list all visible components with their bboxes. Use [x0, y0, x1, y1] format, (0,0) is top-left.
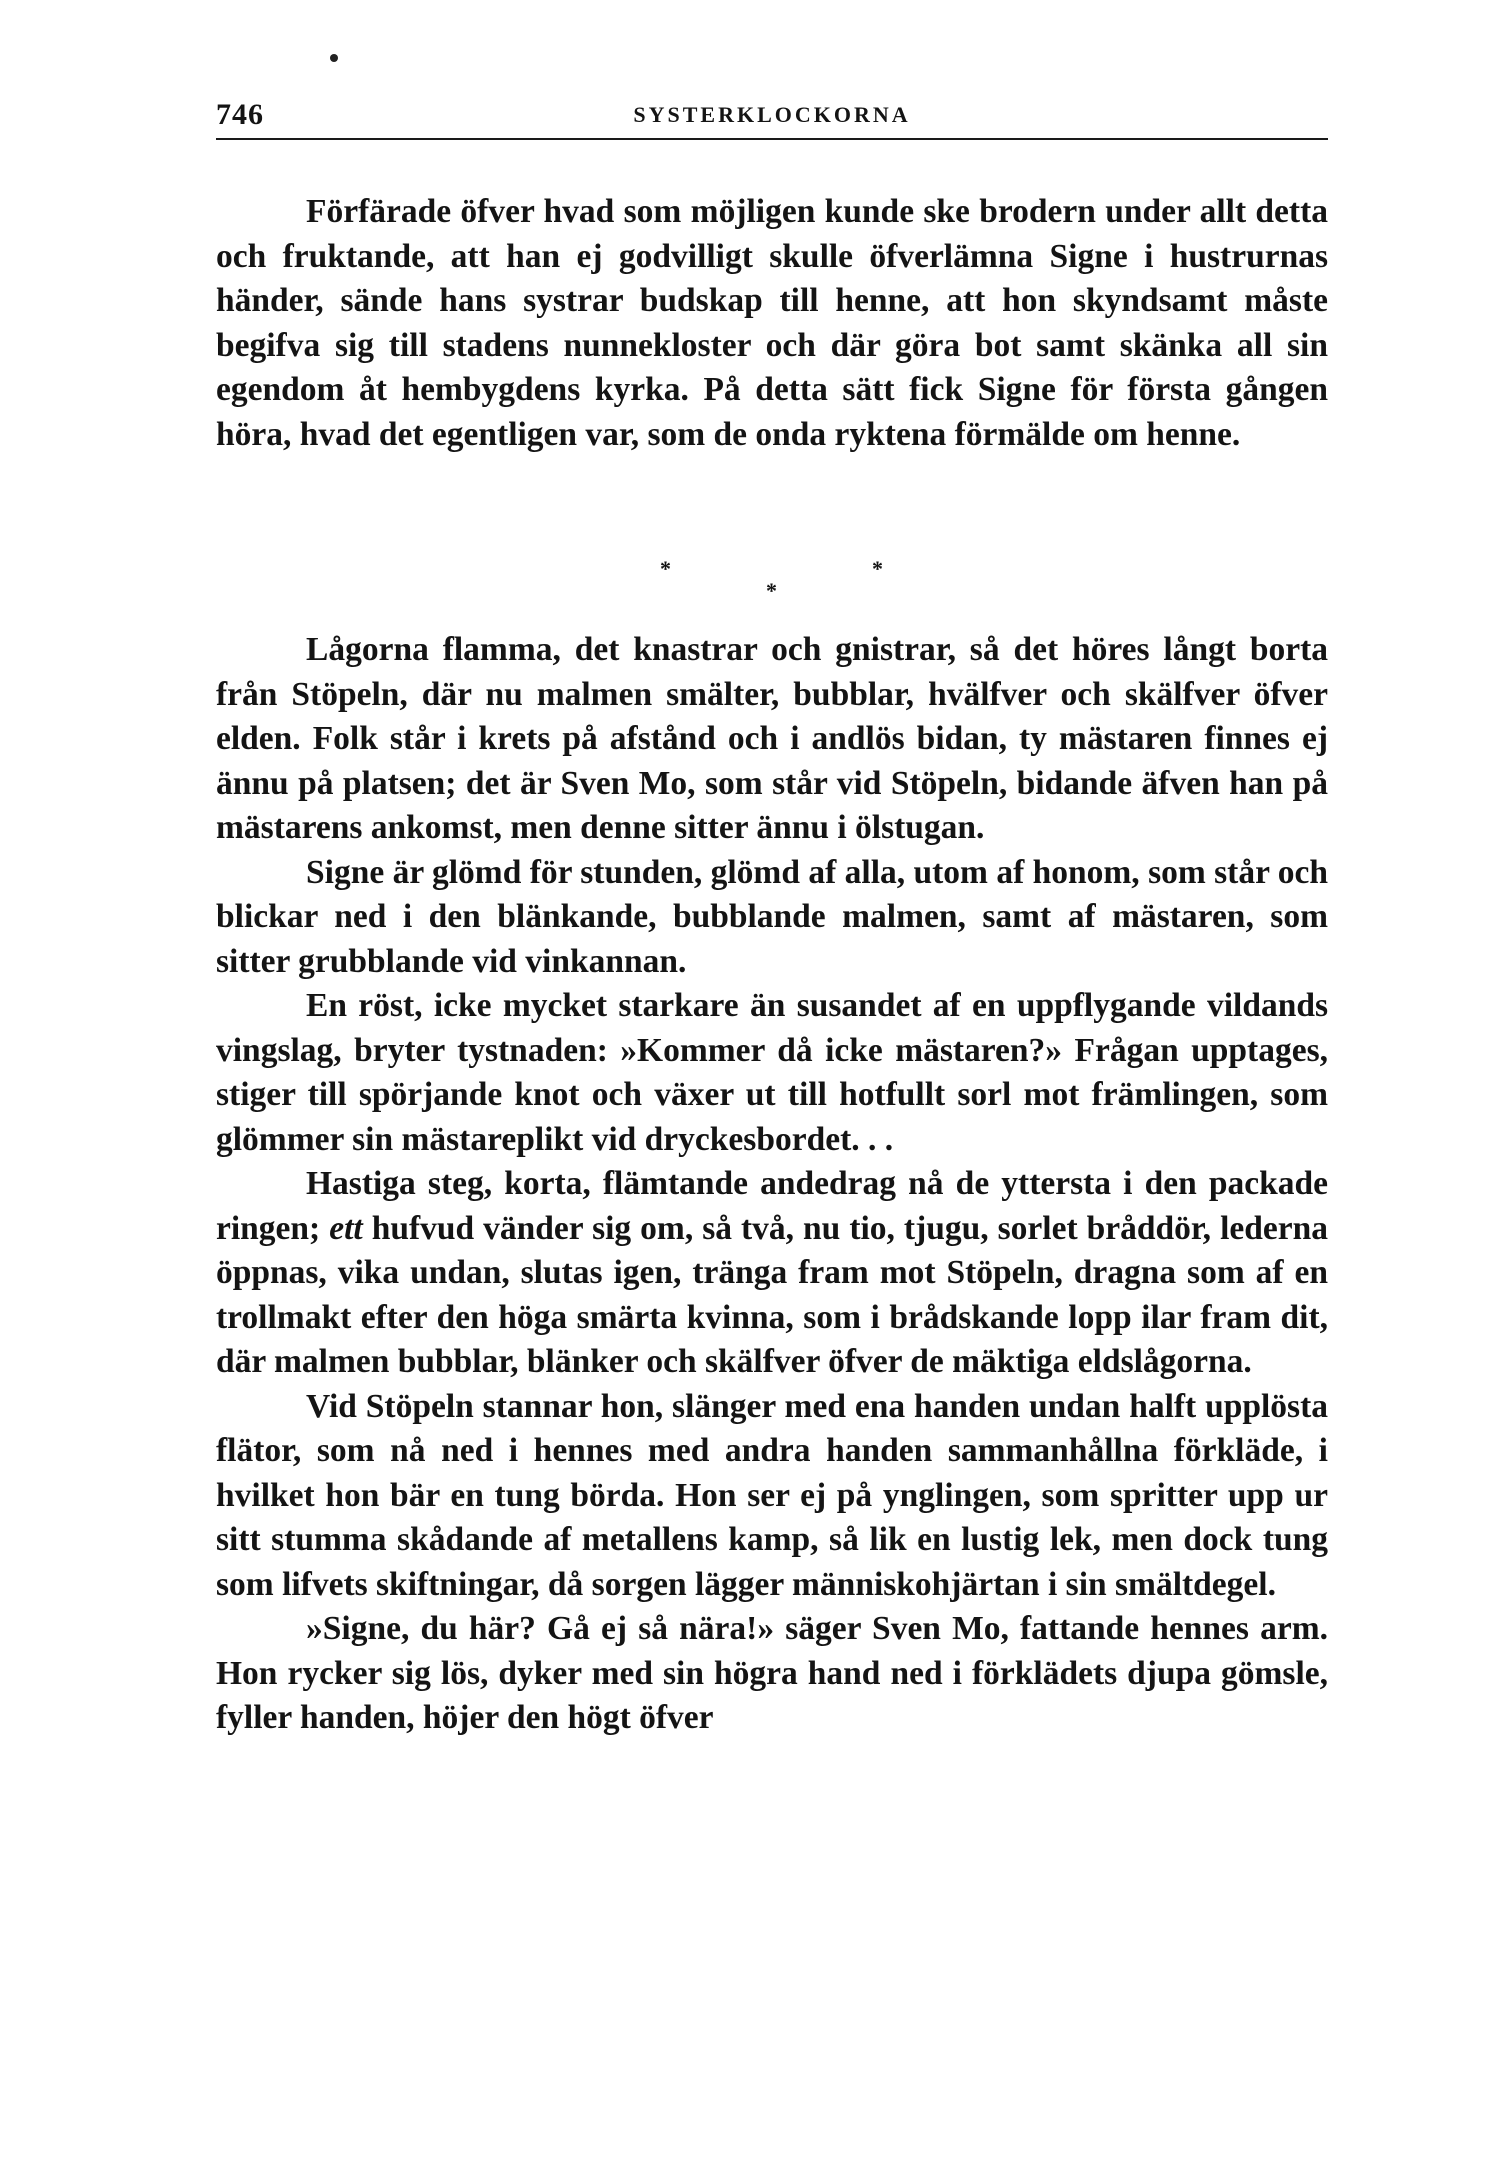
text-block-before-separator [216, 190, 1328, 457]
running-title: SYSTERKLOCKORNA [633, 102, 911, 127]
paragraph: »Signe, du här? Gå ej så nära!» säger Sven Mo, fattande hennes arm. Hon rycker sig lös, dyker med sin högra hand ned i förklädets djupa gömsle, fyller handen, höjer den högt öfver [216, 1610, 1328, 1736]
italic-word: ett [329, 1209, 363, 1247]
paragraph-text: hufvud vänder sig om, så två, nu tio, tjugu, sorlet bråddör, lederna öppnas, vika undan, slutas igen, tränga fram mot Stöpeln, dragna som af en trollmakt efter den höga smärta kvinna, som i brådskande lopp ilar fram dit, där malmen bubblar, blänker och skälfver öfver de mäktiga eldslågorna. [216, 1209, 1328, 1380]
separator-star: * [660, 556, 671, 581]
paragraph: En röst, icke mycket starkare än susandet af en uppflygande vildands vingslag, bryter tystnaden: »Kommer då icke mästaren?» Frågan upptages, stiger till spörjande knot och växer ut till hotfullt sorl mot främlingen, som glömmer sin mästareplikt vid dryckesbordet. . . [216, 987, 1328, 1158]
separator-star: * [872, 556, 883, 581]
section-separator [620, 556, 920, 616]
paragraph-text: Hastiga steg, korta, flämtande andedrag nå de yttersta i den packade ringen; [216, 1165, 1328, 1247]
paragraph: Signe är glömd för stunden, glömd af alla, utom af honom, som står och blickar ned i den blänkande, bubblande malmen, samt af mästaren, som sitter grubblande vid vinkannan. [216, 853, 1328, 980]
page-number: 746 [216, 98, 264, 131]
text-block-after-separator [216, 628, 1328, 1741]
paragraph: Förfärade öfver hvad som möjligen kunde ske brodern under allt detta och fruktande, att han ej godvilligt skulle öfverlämna Signe i hustrurnas händer, sände hans systrar budskap till henne, att hon skyndsamt måste begifva sig till stadens nunnekloster och där göra bot samt skänka all sin egendom åt hembygdens kyrka. På detta sätt fick Signe för första gången höra, hvad det egentligen var, som de onda ryktena förmälde om henne. [216, 193, 1328, 453]
print-speck [330, 54, 338, 62]
paragraph [216, 1162, 1328, 1385]
paragraph: Vid Stöpeln stannar hon, slänger med ena handen undan halft upplösta flätor, som nå ned i hennes med andra handen sammanhållna förkläde, i hvilket hon bär en tung börda. Hon ser ej på ynglingen, som spritter upp ur sitt stumma skådande af metallens kamp, så lik en lustig lek, men dock tung som lifvets skiftningar, då sorgen lägger människohjärtan i sin smältdegel. [216, 1387, 1328, 1603]
page-header [216, 98, 1328, 140]
separator-star: * [766, 578, 777, 603]
paragraph: Lågorna flamma, det knastrar och gnistrar, så det höres långt borta från Stöpeln, där nu malmen smälter, bubblar, hvälfver och skälfver öfver elden. Folk står i krets på afstånd och i andlös bidan, ty mästaren finnes ej ännu på platsen; det är Sven Mo, som står vid Stöpeln, bidande äfven han på mästarens ankomst, men denne sitter ännu i ölstugan. [216, 631, 1328, 846]
